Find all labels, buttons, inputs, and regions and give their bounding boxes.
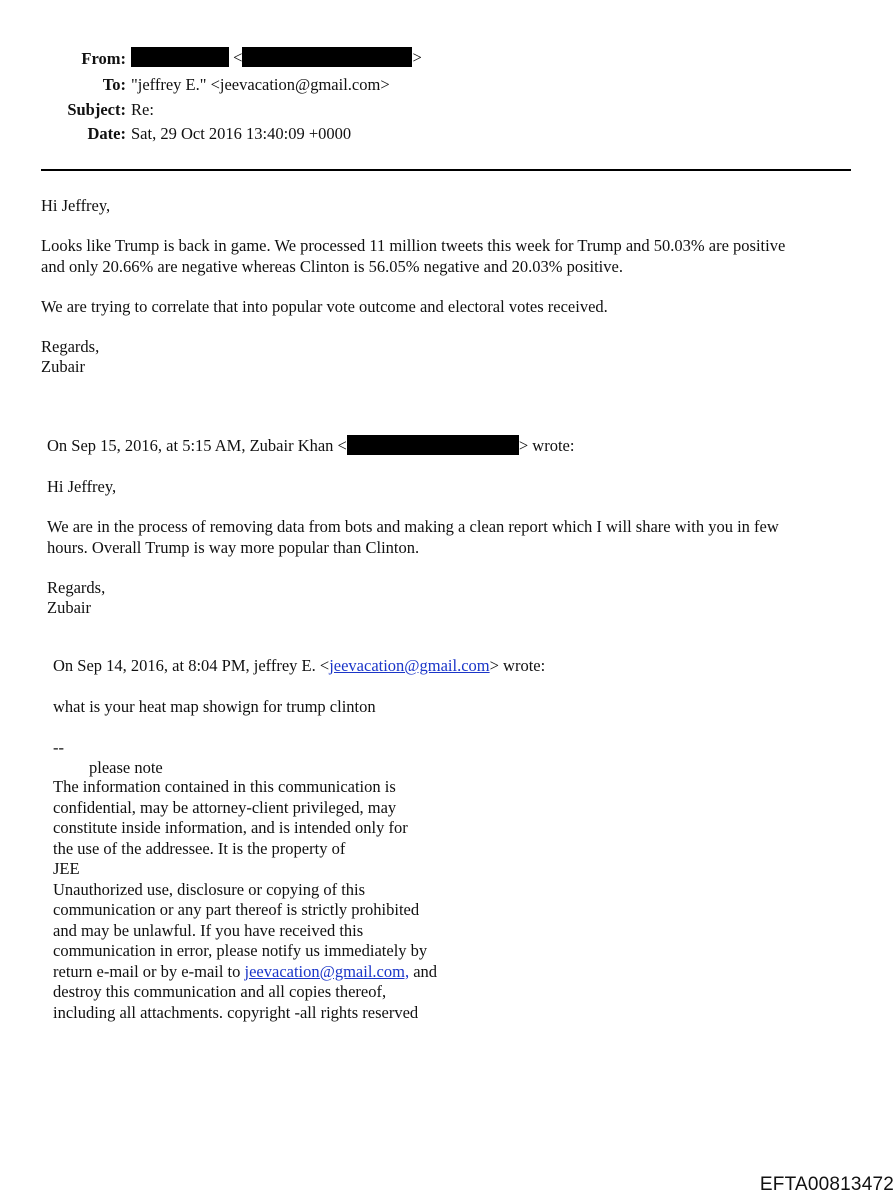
quote2-email-link[interactable]: jeevacation@gmail.com xyxy=(329,656,490,675)
signature-separator: -- xyxy=(53,738,64,757)
disclaimer-line: communication in error, please notify us immediately by xyxy=(53,941,428,960)
redacted-email xyxy=(347,435,519,455)
disclaimer-line: including all attachments. copyright -all rights reserved xyxy=(53,1002,419,1022)
date-value: Sat, 29 Oct 2016 13:40:09 +0000 xyxy=(131,124,352,143)
disclaimer-text xyxy=(53,777,437,1023)
disclaimer-line: constitute inside information, and is intended only for xyxy=(53,818,408,837)
disclaimer-heading: please note xyxy=(89,758,163,777)
message-body-line-3: We are trying to correlate that into popular vote outcome and electoral votes received. xyxy=(41,297,608,316)
message-signature: Zubair xyxy=(41,357,85,376)
disclaimer-line: Unauthorized use, disclosure or copying of this xyxy=(53,879,366,899)
quote2-attribution: On Sep 14, 2016, at 8:04 PM, jeffrey E. <jeevacation@gmail.com> wrote: xyxy=(53,656,546,675)
subject-value: Re: xyxy=(131,100,154,119)
disclaimer-line: The information contained in this communication is xyxy=(53,777,396,796)
message-body-line-1: Looks like Trump is back in game. We processed 11 million tweets this week for Trump and 50.03% are positive xyxy=(41,236,786,255)
quote2-question: what is your heat map showign for trump clinton xyxy=(53,697,376,716)
disclaimer-line: and may be unlawful. If you have received this xyxy=(53,920,364,940)
message-body-line-2: and only 20.66% are negative whereas Clinton is 56.05% negative and 20.03% positive. xyxy=(41,257,623,276)
disclaimer-email-link[interactable]: jeevacation@gmail.com, xyxy=(244,961,410,981)
from-label: From: xyxy=(81,49,126,68)
disclaimer-line: confidential, may be attorney-client privileged, may xyxy=(53,797,397,817)
quote1-body-line-2: hours. Overall Trump is way more popular than Clinton. xyxy=(47,538,420,557)
quote1-greeting: Hi Jeffrey, xyxy=(47,477,117,496)
to-value: "jeffrey E." <jeevacation@gmail.com> xyxy=(131,75,390,94)
header-divider xyxy=(41,169,851,171)
disclaimer-line: communication or any part thereof is strictly prohibited xyxy=(53,900,420,919)
message-greeting: Hi Jeffrey, xyxy=(41,196,111,215)
redacted-sender-email xyxy=(242,47,412,67)
disclaimer-line: JEE xyxy=(53,859,80,878)
document-id: EFTA00813472 xyxy=(759,1174,894,1195)
to-label: To: xyxy=(102,75,126,94)
redacted-sender-name xyxy=(131,47,229,67)
subject-label: Subject: xyxy=(67,100,126,119)
from-value: < > xyxy=(131,47,422,68)
disclaimer-line: destroy this communication and all copies thereof, xyxy=(53,982,387,1001)
quote1-attribution: On Sep 15, 2016, at 5:15 AM, Zubair Khan < > wrote: xyxy=(47,436,575,455)
quote1-signoff: Regards, xyxy=(47,578,106,597)
quote1-body-line-1: We are in the process of removing data from bots and making a clean report which I will share with you in few xyxy=(47,517,779,536)
date-label: Date: xyxy=(87,124,126,143)
disclaimer-line: return e-mail or by e-mail to jeevacation@gmail.com, and xyxy=(53,961,438,981)
message-signoff: Regards, xyxy=(41,337,100,356)
quote1-signature: Zubair xyxy=(47,598,91,617)
disclaimer-line: the use of the addressee. It is the property of xyxy=(53,838,346,858)
